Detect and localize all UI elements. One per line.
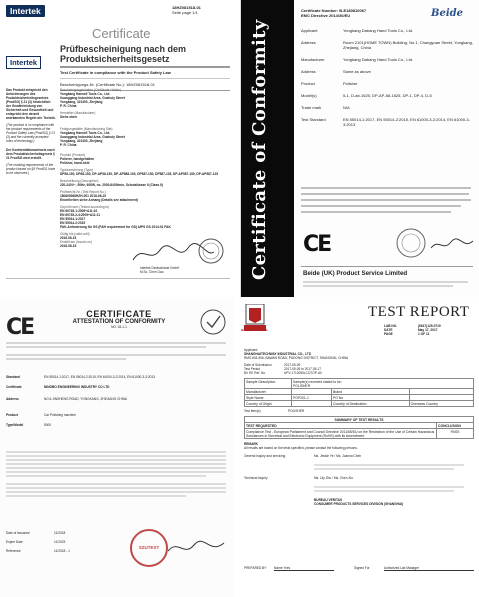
standards-value: EN 60745-1:2009+A11:10 EN 60745-2-4:2009+A11:11 EN 55014-1:2017 EN 55014-2:2015 PAK-Anforderung für GS (PAH requirement for GS) AfPS GS 2014:01 PAK <box>60 209 171 229</box>
test-item-value: POLISHER <box>288 409 305 413</box>
sub-row-value: 2017-05-09 <box>284 363 301 367</box>
intertek-page: Seite page 1/1 <box>172 10 198 15</box>
test-report <box>238 298 479 597</box>
sub-row-label: BV EE Ref. No. <box>244 371 266 375</box>
summary-head: TEST REQUESTED <box>245 423 437 429</box>
detail-value: Overseas Country <box>409 401 473 407</box>
beide-directive: EMC Directive 2014/30/EU <box>301 13 351 18</box>
intertek-subtitle: Test Certificate in compliance with the Product Safety Law <box>60 69 171 75</box>
ce-field-label: Certificate <box>6 385 22 389</box>
ce-footer-fields <box>6 531 106 553</box>
intertek-logo-small: Intertek <box>6 56 41 69</box>
contact-lines <box>314 463 474 471</box>
beide-rows <box>301 28 473 134</box>
intertek-certificate <box>0 0 241 297</box>
standards-label: Geprüft nach (Tested according to) <box>60 205 110 209</box>
beide-seal-icon <box>391 226 431 260</box>
meta-label: LAB NO. <box>384 324 398 328</box>
sub-row-label: Test Period <box>244 367 260 371</box>
test-report-meta <box>384 324 474 336</box>
beide-cert-no: Certificate Number: B-E180810067 <box>301 8 367 13</box>
beide-row-key: Address <box>301 40 316 45</box>
ce-field-label: Address <box>6 397 19 401</box>
beide-vertical-title: Certificate of Conformity <box>249 19 270 280</box>
beide-row-value: Polisher <box>343 81 358 86</box>
beide-certificate <box>241 0 479 297</box>
sub-row-value: UPV-1712055LCOTOP-All <box>284 371 322 375</box>
bv-text: BUREAU VERITAS <box>241 328 268 332</box>
summary-conclusion: PASS <box>437 429 474 439</box>
intertek-right-column <box>60 88 230 248</box>
intertek-cert-no: Bescheinigungs-Nr. (Certificate No.): 18HZ081518-01 <box>60 81 155 87</box>
beide-row-value: Room 2101(HOME TOWN) Building, No.1, Changyuan Street, Yongkang, Zhejiang, China <box>343 40 473 50</box>
intertek-title-1: Prüfbescheinigung nach dem <box>60 44 187 54</box>
ce-footer-label: Date of issuance <box>6 531 30 535</box>
detail-label: Country of Origin <box>245 401 292 407</box>
ce-footer-value: 11/2018 - 1 <box>54 549 70 553</box>
beide-row-key: Address <box>301 69 316 74</box>
prepared-label: PREPARED BY <box>244 566 267 570</box>
applicant-name: SHANGHAITECHWAY INDUSTRIAL CO., LTD <box>244 352 311 356</box>
intertek-signer: Intertek Deutschland GmbH M.Sc. Chen Gao <box>140 266 180 274</box>
intertek-title-2: Produktsicherheitsgesetz <box>60 54 170 64</box>
beide-row-value: N/A <box>343 105 350 110</box>
holder-value: Yongkang Hansell Tools Co., Ltd. Xuanggang Industrial Area, Gushuiy Street Yongkang, 321300, Zhejiang P. R. China <box>60 92 125 108</box>
type-label: Typbezeichnung (Type) <box>60 168 94 172</box>
ce-field-value: Car Polishing machine <box>44 413 76 417</box>
sample-table <box>244 378 474 407</box>
intertek-left-text-3: Der Konformitätsnachweis nach dem Produktsicherheitsgesetz § 21 ProdSG wird erstellt. <box>6 148 55 160</box>
applicant-label: Applicant: <box>244 348 258 352</box>
bv-footer-2: CONSUMER PRODUCTS SERVICES DIVISION (SHANGHAI) <box>314 502 404 506</box>
detail-value <box>292 401 332 407</box>
signoff-row <box>244 566 474 571</box>
ce-attestation <box>0 297 234 597</box>
issued-label: Erstellt am (Issued on) <box>60 240 92 244</box>
bv-footer-1: BUREAU VERITAS <box>314 498 343 502</box>
szutest-stamp <box>130 529 168 567</box>
detail-label: Brand <box>332 389 410 395</box>
beide-row-value: Yongkang Dabang Hand Tools Co., Ltd. <box>343 28 414 33</box>
ce-field-value: EN 55014-1:2017, EN 55014-2:2015, EN 61000-3-2:2014, EN 61000-3-3:2013 <box>44 375 155 379</box>
meta-label: DATE <box>384 328 393 332</box>
summary-title: SUMMARY OF TEST RESULTS <box>245 417 474 423</box>
ce-fields <box>6 375 228 427</box>
beide-row-value: 5-1, D-ab-1625, DP-AP-58-1625, DP-1, DP-4, D-5 <box>343 93 432 98</box>
beide-row-key: Manufacturer <box>301 57 325 62</box>
intertek-ref-no: 18HZ081518-01 <box>172 5 201 10</box>
detail-label: Style Name <box>245 395 292 401</box>
intertek-stamp-icon <box>196 236 226 266</box>
intertek-footer-line <box>6 278 230 287</box>
meta-value: 1 OF 11 <box>418 332 430 336</box>
report-label: Prüfbericht-Nr. (Test Report No.) <box>60 190 106 194</box>
factory-label: Fertigungsstätte (Manufacturing Site) <box>60 127 113 131</box>
summary-head: CONCLUSION <box>437 423 474 429</box>
detail-label: PO No <box>332 395 410 401</box>
beide-footer-lines <box>303 280 473 290</box>
product-value: Polierer, handgehalten Polisher, hand-held <box>60 157 95 165</box>
szutest-logo-icon <box>198 307 228 337</box>
sub-row-label: Date of Submission <box>244 363 272 367</box>
manufacturer-label: Hersteller (Manufacturer) <box>60 111 96 115</box>
detail-label: Manufacturer <box>245 389 292 395</box>
beide-row-key: Trade mark <box>301 105 322 110</box>
prepared-name: Name Yves <box>274 566 334 571</box>
ce-mark-icon: CE <box>303 232 331 257</box>
beide-row-key: Test Standard <box>301 117 326 122</box>
meta-label: PAGE <box>384 332 393 336</box>
technical-lines <box>314 485 474 493</box>
beide-row-key: Model(s) <box>301 93 317 98</box>
technical-value: Ms. Lily Zhu / Ms. Chen Xiu <box>314 476 353 480</box>
meta-value: May 17, 2017 <box>418 328 438 332</box>
ce-field-value: NINGBO ENGINEERING INDUSTRY CO LTD <box>44 385 110 389</box>
beide-footer-company: Beide (UK) Product Service Limited <box>303 270 408 277</box>
summary-table <box>244 416 474 439</box>
valid-date: 2016-08-15 <box>60 236 77 240</box>
issued-date: 2016-08-15 <box>60 244 77 248</box>
contacts-value: Ms. Jessie Ye / Ms. Joanna Chen <box>314 454 362 458</box>
sub-row-value: 2017-05-09 to 2017-05-17 <box>284 367 322 371</box>
desc-label: Beschreibung (Description) <box>60 179 99 183</box>
ce-field-label: Type/Model <box>6 423 24 427</box>
beide-vertical-band <box>241 0 294 297</box>
test-report-title: TEST REPORT <box>368 304 470 320</box>
ce-signature <box>166 537 226 559</box>
manufacturer-value: Siehe oben <box>60 115 78 119</box>
product-label: Produkt (Product) <box>60 153 85 157</box>
contacts-label: General inquiry and servicing <box>244 454 286 458</box>
beide-signature <box>429 236 475 254</box>
ce-field-label: Standard <box>6 375 20 379</box>
summary-row: Compliance Test - European Parliament and Council Directive 2011/65/EU on the Restriction of the Use of Certain Hazardous Substances in Electrical and Electronic Equipment (RoHS) with its Amendment <box>245 429 437 439</box>
ce-footer-label: Reference <box>6 549 21 553</box>
test-item-label: Test Item(s) <box>244 409 261 413</box>
signed-label: Signed For <box>354 566 370 570</box>
type-value: DP58-150, DP68-150, DP-AP58-150, DP-AP588-150, DP587-150, DP587-125, DP-AP587-150, DP-AP587-125 <box>60 172 219 176</box>
sample-value: Sample(s) received stated to be: POLISHER <box>292 379 474 389</box>
beide-row-value: Yongkang Dabang Hand Tools Co., Ltd. <box>343 57 414 62</box>
beide-row-key: Product <box>301 81 315 86</box>
ce-title: CERTIFICATE <box>86 309 152 319</box>
intertek-left-text-2: (The product is in compliance with the product requirements of the Product Safety Law (ProdSG) § 21 (3) and the currently accepted rules of technology.) <box>6 123 56 143</box>
detail-label: Country of Destination <box>332 401 410 407</box>
ce-footer-value: 11/2023 <box>54 540 66 544</box>
intertek-left-text-4: (The marking requirements of the product based on §8 ProdSG have to be observed.) <box>6 163 56 175</box>
ce-field-label: Product <box>6 413 19 417</box>
valid-label: Gültig bis (valid until) <box>60 232 90 236</box>
ce-intro-text-lines <box>6 341 228 371</box>
ce-field-value: NO.6 JINSHENG ROAD, YONGKANG, ZHEJIANG CHINA <box>44 397 128 401</box>
ce-number: NO. 18-1-1 <box>111 325 127 329</box>
ce-footer-value: 11/2018 <box>54 531 66 535</box>
remark-label: REMARK <box>244 442 258 446</box>
meta-value: (6617)129-0719 <box>418 324 441 328</box>
ce-footer-label: Expire Date <box>6 540 23 544</box>
beide-row-value: Same as above <box>343 69 371 74</box>
intertek-logo: Intertek <box>6 5 45 17</box>
signed-name: Authorized Lab Manager <box>384 566 474 571</box>
beide-row-key: Applicant <box>301 28 318 33</box>
desc-value: 220-240V~, 50Hz, 600W, no. 2000-6400/min, Schutzklasse II (Class II) <box>60 183 163 187</box>
ce-logo-icon: CE <box>6 315 34 340</box>
sample-label: Sample Description <box>245 379 292 389</box>
intertek-left-text-1: Das Produkt entspricht den Anforderungen des Produktsicherheitsgesetzes (ProdSG) § 21 (3) hinsichtlich der Gewährleistung von Sicherheit und Gesundheit und entspricht den derzeit anerkannten Regeln der Technik. <box>6 88 56 120</box>
beide-row-value: EN 55014-1:2017, EN 55014-2:2015, EN 61000-3-2:2014, EN 61000-3-3:2013 <box>343 117 470 127</box>
holder-label: Bescheinigungsinhaber (Certificate Holder) <box>60 88 121 92</box>
technical-label: Technical inquiry <box>244 476 268 480</box>
ce-subtitle: ATTESTATION OF CONFORMITY <box>72 319 166 325</box>
applicant-address: RMS.603-506, BAWAN ROAD, PUDONG DISTRICT, SHANGHAI, CHINA <box>244 356 349 360</box>
beide-body-text-lines <box>301 185 473 225</box>
stamp-text: SZUTEST <box>138 545 160 550</box>
beide-logo: Beide <box>431 8 463 19</box>
remark-text: All results are based on the tests specified, please contact the following persons. <box>244 446 358 450</box>
detail-value: PGP201-1 <box>292 395 332 401</box>
ce-field-value: 5000 <box>44 423 52 427</box>
factory-value: Yongkang Hansell Tools Co., Ltd. Xuanggang Industrial Area, Gushuiy Street Yongkang, 321300, Zhejiang P. R. China <box>60 131 125 147</box>
ce-body-text-lines <box>6 449 228 519</box>
report-value: 180800068HZH-001 2018-08-15 Einzelheiten siehe Anhang (Details see attachment) <box>60 194 138 202</box>
intertek-certificate-word: Certificate <box>92 26 151 41</box>
intertek-left-column <box>6 88 56 175</box>
